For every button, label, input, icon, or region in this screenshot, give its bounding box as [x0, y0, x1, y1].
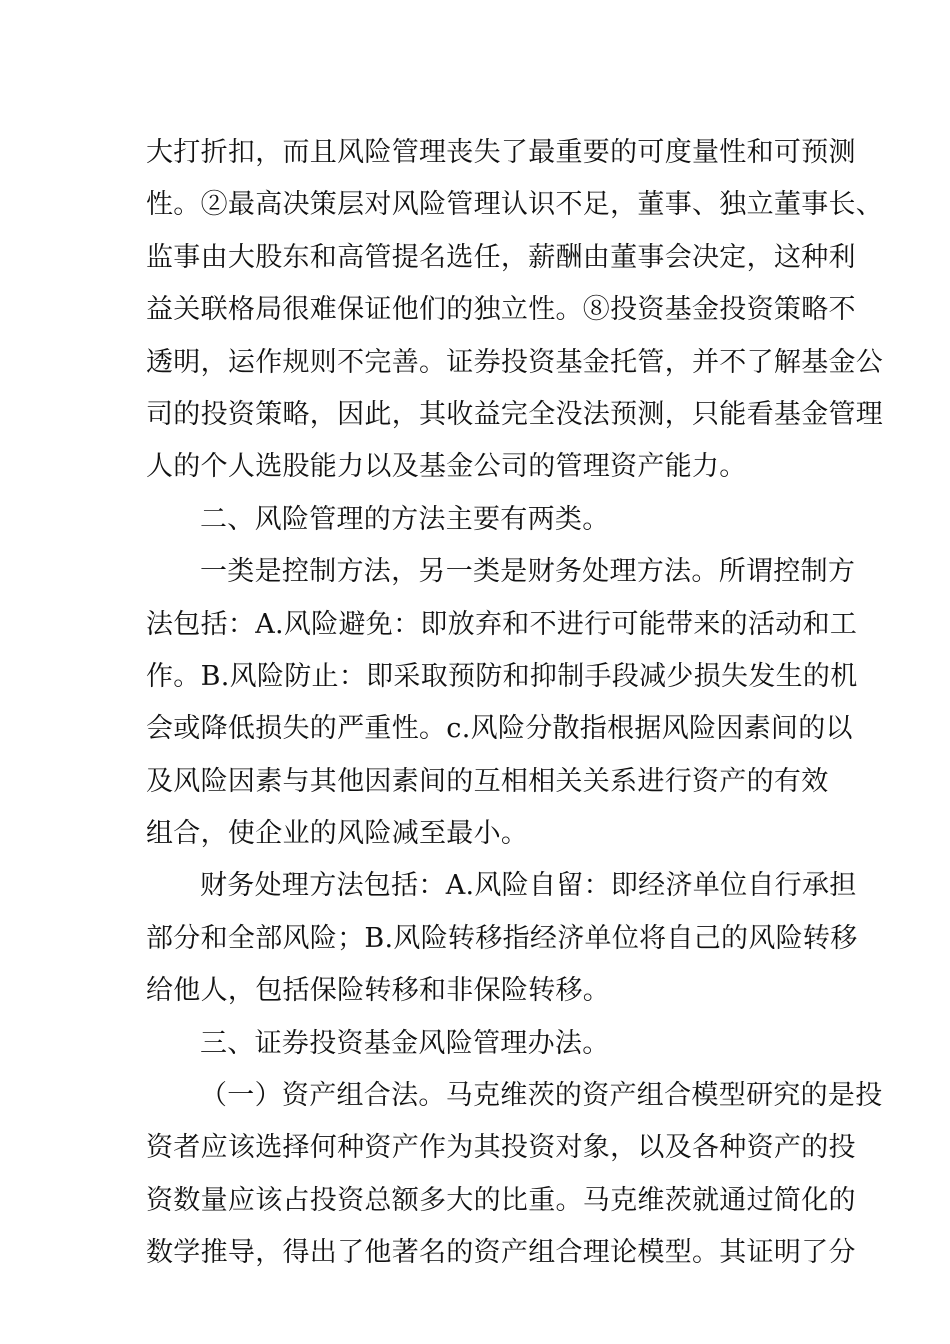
text-line: 财务处理方法包括：A.风险自留：即经济单位自行承担 [200, 870, 857, 902]
text-line: 性。②最高决策层对风险管理认识不足，董事、独立董事长、 [146, 189, 884, 221]
text-line: 司的投资策略，因此，其收益完全没法预测，只能看基金管理 [146, 398, 884, 430]
text-line: 益关联格局很难保证他们的独立性。⑧投资基金投资策略不 [146, 294, 856, 326]
text-line: 资数量应该占投资总额多大的比重。马克维茨就通过简化的 [146, 1184, 856, 1216]
section-heading: 二、风险管理的方法主要有两类。 [200, 503, 610, 535]
text-line: 及风险因素与其他因素间的互相相关关系进行资产的有效 [146, 765, 829, 797]
text-line: 一类是控制方法，另一类是财务处理方法。所谓控制方 [200, 556, 856, 588]
text-line: 组合，使企业的风险减至最小。 [146, 818, 529, 850]
text-line: （一）资产组合法。马克维茨的资产组合模型研究的是投 [200, 1080, 883, 1112]
text-line: 法包括：A.风险避免：即放弃和不进行可能带来的活动和工 [146, 608, 858, 640]
text-line: 会或降低损失的严重性。c.风险分散指根据风险因素间的以 [146, 713, 853, 745]
text-line: 作。B.风险防止：即采取预防和抑制手段减少损失发生的机 [146, 660, 858, 692]
text-line: 人的个人选股能力以及基金公司的管理资产能力。 [146, 451, 747, 483]
section-heading: 三、证券投资基金风险管理办法。 [200, 1027, 610, 1059]
text-line: 透明，运作规则不完善。证券投资基金托管，并不了解基金公 [146, 346, 884, 378]
text-line: 监事由大股东和高管提名选任，薪酬由董事会决定，这种利 [146, 241, 856, 273]
text-line: 给他人，包括保险转移和非保险转移。 [146, 975, 611, 1007]
text-line: 部分和全部风险；B.风险转移指经济单位将自己的风险转移 [146, 922, 858, 954]
text-line: 资者应该选择何种资产作为其投资对象，以及各种资产的投 [146, 1132, 856, 1164]
body-text [146, 127, 884, 1280]
text-line: 数学推导，得出了他著名的资产组合理论模型。其证明了分 [146, 1237, 856, 1269]
text-line: 大打折扣，而且风险管理丧失了最重要的可度量性和可预测 [146, 137, 856, 168]
